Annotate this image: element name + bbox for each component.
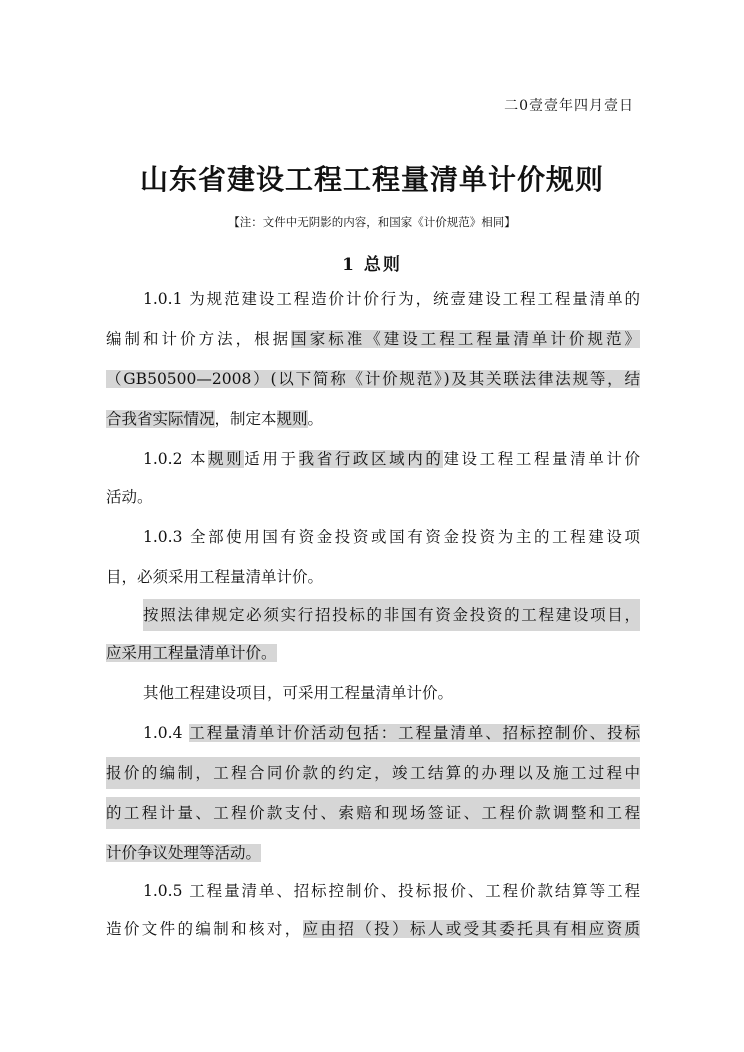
text-run: 的工程计量、工程价款支付、索赔和现场签证、工程价款调整和工程 — [106, 804, 640, 822]
para-1-0-2-line-2 — [106, 481, 640, 513]
highlighted-text: 规则 — [276, 410, 308, 428]
highlighted-text: 计价争议处理等活动。 — [106, 844, 262, 862]
para-1-0-4-line-4 — [106, 837, 640, 869]
text-run: 编制和计价方法，根据 — [106, 330, 292, 348]
highlighted-text: 合我省实际情况 — [106, 410, 215, 428]
para-1-0-2-line-1 — [106, 443, 640, 475]
text-run: ，制定本 — [214, 410, 277, 428]
text-run: 1.0.2 本 — [143, 450, 209, 468]
text-run: 目，必须采用工程量清单计价。 — [106, 568, 324, 586]
para-1-0-4-line-1 — [106, 717, 640, 749]
para-1-0-4-line-2 — [106, 757, 640, 789]
text-run: 1.0.4 — [143, 724, 190, 742]
text-run: 。 — [307, 410, 324, 428]
highlighted-text: 应采用工程量清单计价。 — [106, 644, 277, 662]
text-run: 其他工程建设项目，可采用工程量清单计价。 — [143, 684, 454, 702]
highlighted-text: 工程量清单计价活动包括：工程量清单、招标控制价、投标 — [189, 724, 640, 742]
para-1-0-5-line-1 — [106, 875, 640, 907]
highlighted-text: 规则 — [208, 450, 245, 468]
text-run: 按照法律规定必须实行招投标的非国有资金投资的工程建设项目， — [143, 606, 640, 624]
text-run: 建设工程工程量清单计价 — [443, 450, 640, 468]
para-1-0-4-line-3 — [106, 797, 640, 829]
text-run: 报价的编制，工程合同价款的约定，竣工结算的办理以及施工过程中 — [106, 764, 640, 782]
text-run: 1.0.5 工程量清单、招标控制价、投标报价、工程价款结算等工程 — [143, 882, 640, 900]
text-run: 造价文件的编制和核对， — [106, 920, 303, 938]
highlighted-text: （GB50500—2008）(以下简称《计价规范》)及其关联法律法规等， — [106, 370, 625, 388]
para-1-0-1-line-3 — [106, 363, 640, 395]
document-title: 山东省建设工程工程量清单计价规则 — [139, 163, 604, 196]
para-1-0-1-line-2 — [106, 323, 640, 355]
text-run: 活动。 — [106, 488, 153, 506]
para-1-0-5-line-2 — [106, 913, 640, 945]
para-extra-line-2 — [106, 637, 640, 669]
para-1-0-3-line-2 — [106, 561, 640, 593]
para-1-0-1-line-1 — [106, 283, 640, 315]
para-extra-line-1 — [143, 599, 640, 631]
shading-note: 【注：文件中无阴影的内容，和国家《计价规范》相同】 — [228, 215, 516, 229]
highlighted-text: 结 — [624, 370, 640, 388]
document-date: 二0壹壹年四月壹日 — [504, 98, 634, 114]
text-run: 1.0.3 全部使用国有资金投资或国有资金投资为主的工程建设项 — [143, 528, 640, 546]
section-heading: 1 总则 — [342, 255, 402, 275]
para-1-0-3-line-1 — [106, 521, 640, 553]
highlighted-text: 应由招（投）标人或受其委托具有相应资质 — [302, 920, 640, 938]
highlighted-text: 国家标准《建设工程工程量清单计价规范》 — [291, 330, 640, 348]
text-run: 适用于 — [244, 450, 299, 468]
para-other — [106, 677, 640, 709]
text-run: 1.0.1 为规范建设工程造价计价行为，统壹建设工程工程量清单的 — [143, 290, 640, 308]
highlighted-text: 我省行政区域内的 — [298, 450, 444, 468]
para-1-0-1-line-4 — [106, 403, 640, 435]
